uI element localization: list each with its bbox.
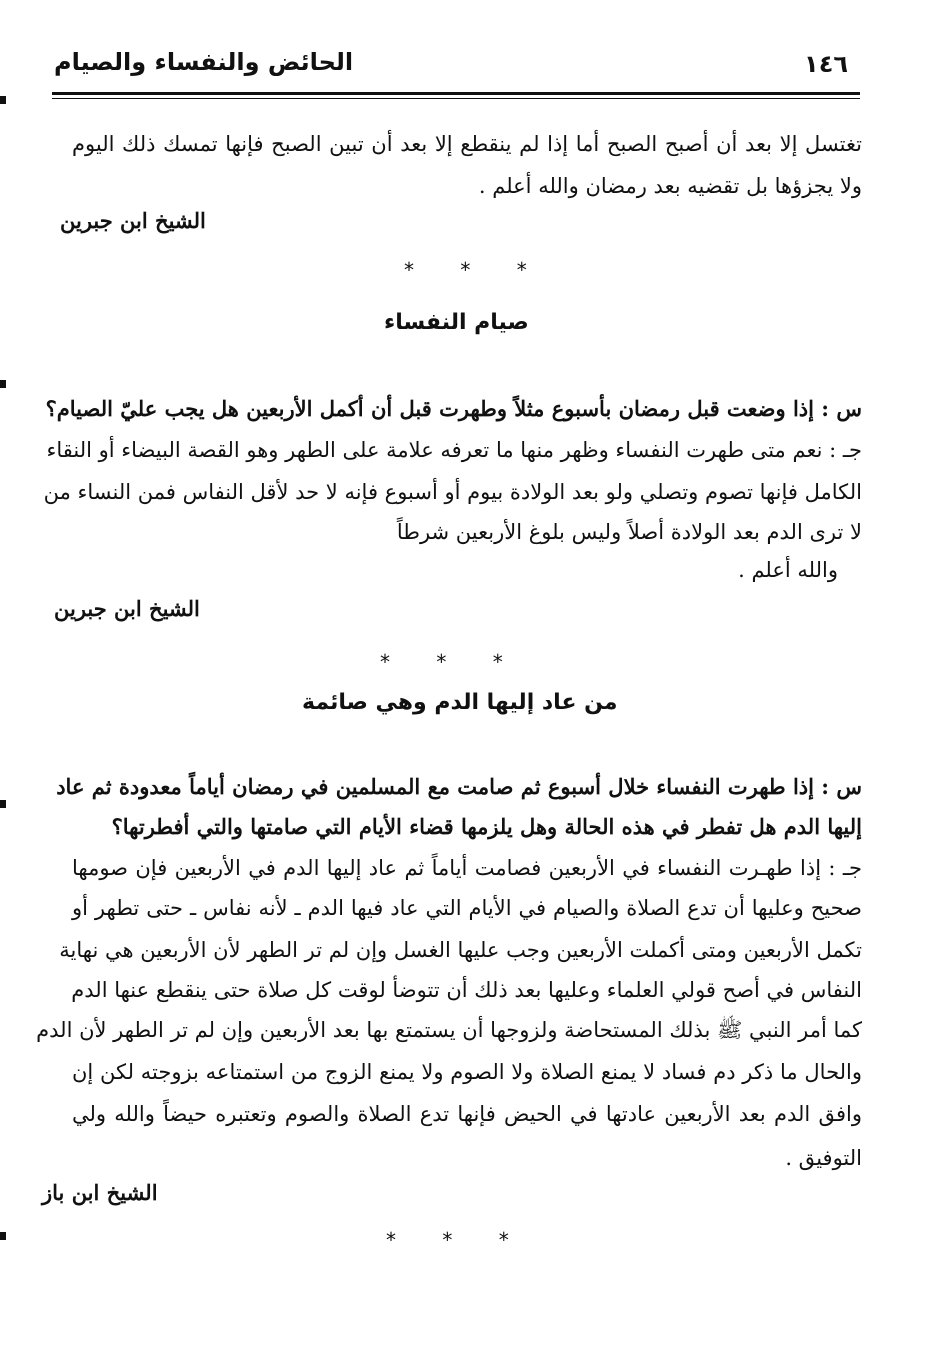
section-heading: من عاد إليها الدم وهي صائمة: [302, 690, 618, 715]
answer-line: جـ : إذا طهـرت النفساء في الأربعين فصامت أياماً ثم عاد إليها الدم في الأربعين فإن صومها: [72, 856, 862, 880]
answer-line: كما أمر النبي ﷺ بذلك المستحاضة ولزوجها أن يستمتع بها بعد الأربعين وإن لم تر الطهر لأن الدم: [36, 1018, 862, 1042]
question-line: إليها الدم هل تفطر في هذه الحالة وهل يلزمها قضاء الأيام التي صامتها والتي أفطرتها؟: [111, 814, 862, 839]
answer-line: وافق الدم بعد الأربعين عادتها في الحيض فإنها تدع الصلاة والصوم وتعتبره حيضاً والله ولي: [72, 1102, 862, 1126]
signature: الشيخ ابن جبرين: [60, 208, 206, 233]
answer-line: التوفيق .: [785, 1146, 862, 1170]
margin-mark: [0, 380, 6, 388]
running-header-title: الحائض والنفساء والصيام: [54, 48, 354, 76]
header-rule-thick: [52, 92, 860, 95]
margin-mark: [0, 1232, 6, 1240]
question-line: س : إذا طهرت النفساء خلال أسبوع ثم صامت مع المسلمين في رمضان أياماً معدودة ثم عاد: [56, 774, 862, 799]
answer-line: الكامل فإنها تصوم وتصلي ولو بعد الولادة بيوم أو أسبوع فإنه لا حد لأقل النفاس فمن النساء من: [43, 480, 862, 504]
header-rule-thin: [52, 98, 860, 99]
signature: الشيخ ابن باز: [42, 1180, 158, 1205]
answer-line: والحال ما ذكر دم فساد لا يمنع الصلاة ولا الصوم ولا يمنع الزوج من استمتاعه بزوجته لكن إن: [72, 1060, 862, 1084]
margin-mark: [0, 800, 6, 808]
separator-stars: * * *: [404, 258, 547, 282]
section-heading: صيام النفساء: [384, 310, 529, 335]
separator-stars: * * *: [386, 1228, 529, 1252]
answer-line: لا ترى الدم بعد الولادة أصلاً وليس بلوغ الأربعين شرطاً: [396, 520, 862, 544]
margin-mark: [0, 96, 6, 104]
running-header: [54, 44, 862, 92]
intro-line: ولا يجزؤها بل تقضيه بعد رمضان والله أعلم .: [478, 174, 862, 198]
signature: الشيخ ابن جبرين: [54, 596, 200, 621]
answer-line: جـ : نعم متى طهرت النفساء وظهر منها ما تعرفه علامة على الطهر وهو القصة البيضاء أو النقاء: [46, 438, 862, 462]
question-line: س : إذا وضعت قبل رمضان بأسبوع مثلاً وطهرت قبل أن أكمل الأربعين هل يجب عليّ الصيام؟: [45, 396, 862, 421]
page-number: ١٤٦: [804, 50, 848, 78]
answer-line: تكمل الأربعين ومتى أكملت الأربعين وجب عليها الغسل وإن لم تر الطهر لأن الأربعين هي نهاية: [59, 938, 862, 962]
separator-stars: * * *: [380, 650, 523, 674]
answer-line: صحيح وعليها أن تدع الصلاة والصيام في الأيام التي عاد فيها الدم ـ لأنه نفاس ـ حتى تطهر أو: [72, 896, 862, 920]
answer-line: والله أعلم .: [738, 558, 838, 582]
intro-line: تغتسل إلا بعد أن أصبح الصبح أما إذا لم ينقطع إلا بعد أن تبين الصبح فإنها تمسك ذلك اليوم: [72, 132, 862, 156]
answer-line: النفاس في أصح قولي العلماء وعليها بعد ذلك أن تتوضأ لوقت كل صلاة حتى ينقطع عنها الدم: [71, 978, 862, 1002]
